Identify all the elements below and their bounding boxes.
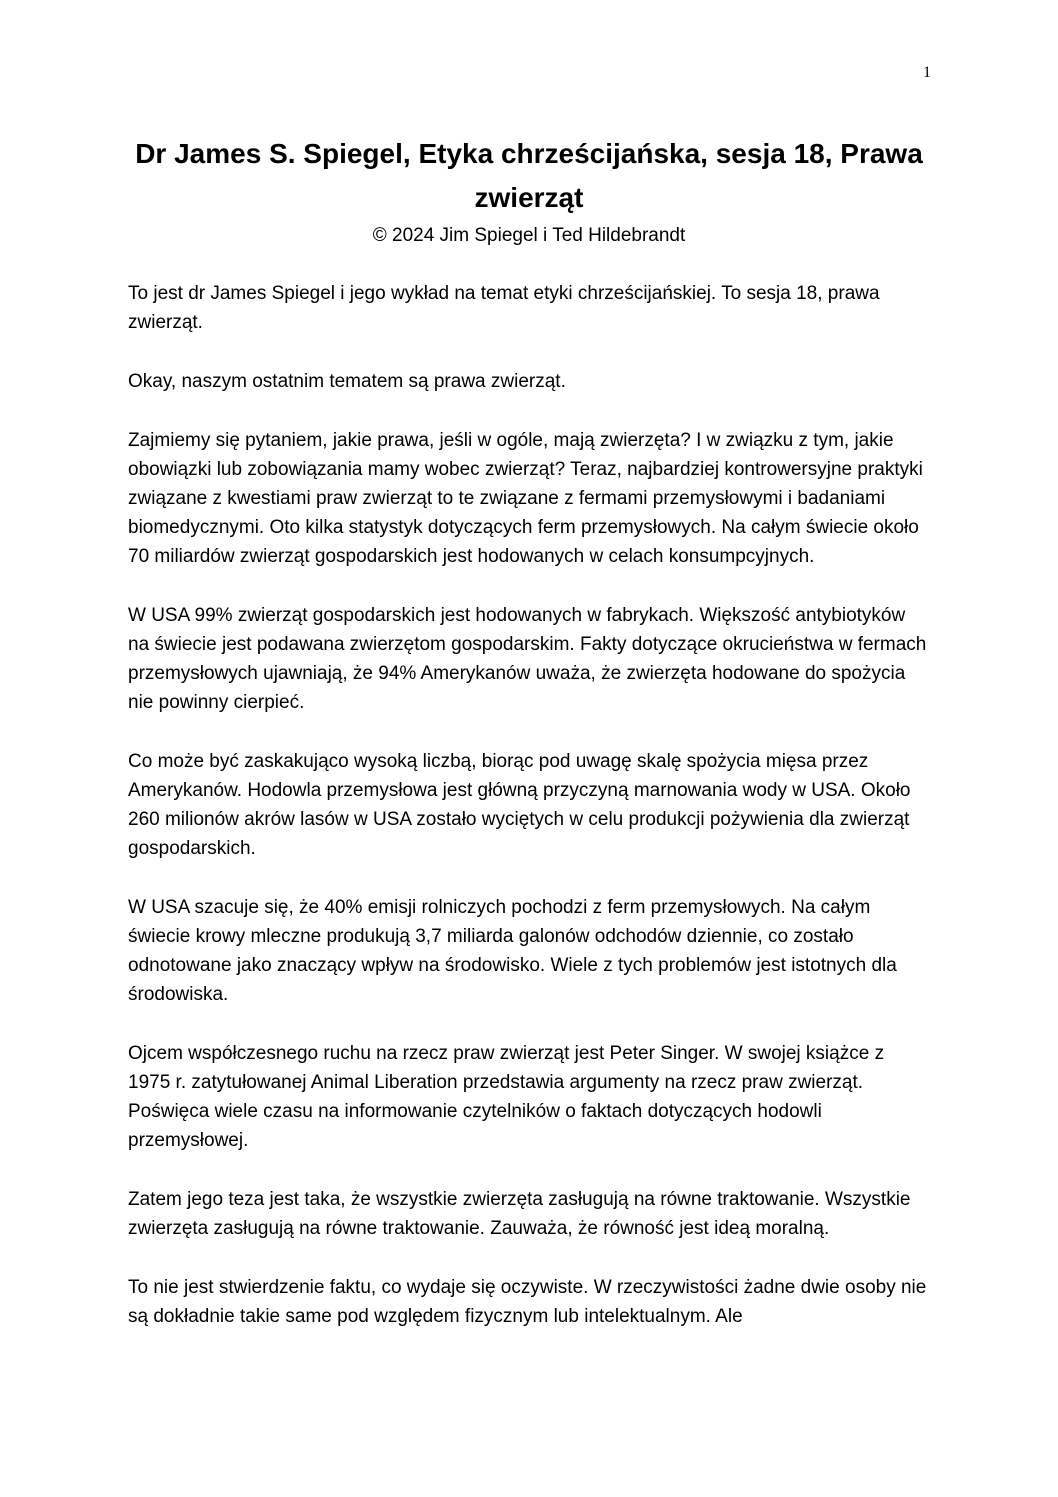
page-number: 1 xyxy=(923,64,931,81)
paragraph: Zajmiemy się pytaniem, jakie prawa, jeśli w ogóle, mają zwierzęta? I w związku z tym, jakie obowiązki lub zobowiązania mamy wobec zwierząt? Teraz, najbardziej kontrowersyjne praktyki związane z kwestiami praw zwierząt to te związane z fermami przemysłowymi i badaniami biomedycznymi. Oto kilka statystyk dotyczących ferm przemysłowych. Na całym świecie około 70 miliardów zwierząt gospodarskich jest hodowanych w celach konsumpcyjnych. xyxy=(128,430,923,567)
paragraph: To jest dr James Spiegel i jego wykład na temat etyki chrześcijańskiej. To sesja 18, prawa zwierząt. xyxy=(128,283,880,333)
paragraph: Zatem jego teza jest taka, że wszystkie zwierzęta zasługują na równe traktowanie. Wszystkie zwierzęta zasługują na równe traktowanie. Zauważa, że równość jest ideą moralną. xyxy=(128,1189,911,1239)
paragraph: Co może być zaskakująco wysoką liczbą, biorąc pod uwagę skalę spożycia mięsa przez Amerykanów. Hodowla przemysłowa jest główną przyczyną marnowania wody w USA. Około 260 milionów akrów lasów w USA zostało wyciętych w celu produkcji pożywienia dla zwierząt gospodarskich. xyxy=(128,751,911,859)
document-title: Dr James S. Spiegel, Etyka chrześcijańska, sesja 18, Prawa zwierząt xyxy=(135,138,923,213)
copyright-line: © 2024 Jim Spiegel i Ted Hildebrandt xyxy=(372,225,686,246)
paragraph: W USA szacuje się, że 40% emisji rolniczych pochodzi z ferm przemysłowych. Na całym świecie krowy mleczne produkują 3,7 miliarda galonów odchodów dziennie, co zostało odnotowane jako znaczący wpływ na środowisko. Wiele z tych problemów jest istotnych dla środowiska. xyxy=(128,897,897,1005)
paragraph: To nie jest stwierdzenie faktu, co wydaje się oczywiste. W rzeczywistości żadne dwie osoby nie są dokładnie takie same pod względem fizycznym lub intelektualnym. Ale xyxy=(128,1277,927,1327)
paragraph: Ojcem współczesnego ruchu na rzecz praw zwierząt jest Peter Singer. W swojej książce z 1975 r. zatytułowanej Animal Liberation przedstawia argumenty na rzecz praw zwierząt. Poświęca wiele czasu na informowanie czytelników o faktach dotyczących hodowli przemysłowej. xyxy=(128,1043,885,1151)
paragraph: W USA 99% zwierząt gospodarskich jest hodowanych w fabrykach. Większość antybiotyków na świecie jest podawana zwierzętom gospodarskim. Fakty dotyczące okrucieństwa w fermach przemysłowych ujawniają, że 94% Amerykanów uważa, że zwierzęta hodowane do spożycia nie powinny cierpieć. xyxy=(128,605,927,713)
paragraph: Okay, naszym ostatnim tematem są prawa zwierząt. xyxy=(128,371,566,392)
document-body xyxy=(128,279,928,1361)
